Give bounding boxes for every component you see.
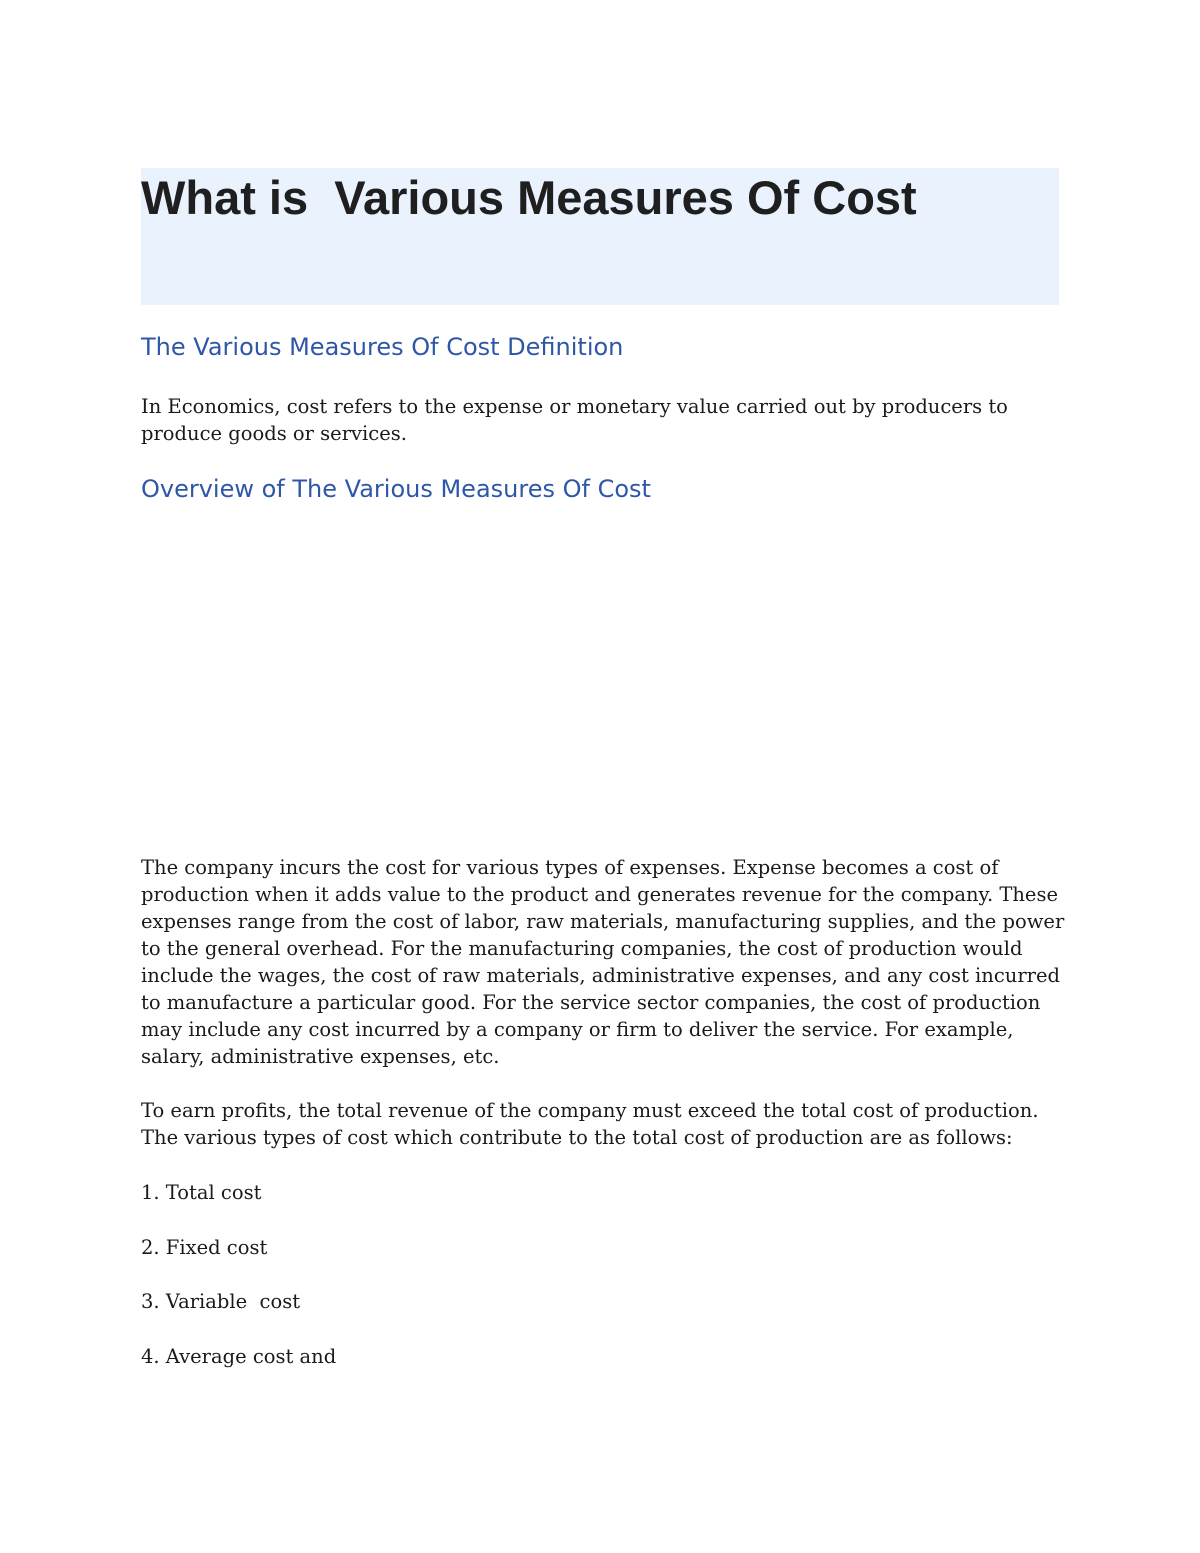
definition-heading: The Various Measures Of Cost Definition	[141, 333, 624, 361]
list-item-average-cost: 4. Average cost and	[141, 1345, 337, 1368]
body-paragraph-profits: To earn profits, the total revenue of the company must exceed the total cost of production. The various types of cost which contribute to the total cost of production are as follows:	[141, 1099, 1039, 1149]
overview-heading: Overview of The Various Measures Of Cost	[141, 475, 651, 503]
page-title: What is Various Measures Of Cost	[141, 171, 917, 224]
list-item-total-cost: 1. Total cost	[141, 1181, 262, 1204]
list-item-variable-cost: 3. Variable cost	[141, 1290, 301, 1313]
body-paragraph-expenses: The company incurs the cost for various types of expenses. Expense becomes a cost of production when it adds value to the product and generates revenue for the company. These expenses range from the cost of labor, raw materials, manufacturing supplies, and the power to the general overhead. For the manufacturing companies, the cost of production would include the wages, the cost of raw materials, administrative expenses, and any cost incurred to manufacture a particular good. For the service sector companies, the cost of production may include any cost incurred by a company or firm to deliver the service. For example, salary, administrative expenses, etc.	[141, 856, 1065, 1068]
list-item-fixed-cost: 2. Fixed cost	[141, 1236, 268, 1259]
blank-figure-area	[141, 520, 1059, 840]
definition-paragraph: In Economics, cost refers to the expense or monetary value carried out by producers to produce goods or services.	[141, 395, 1008, 445]
